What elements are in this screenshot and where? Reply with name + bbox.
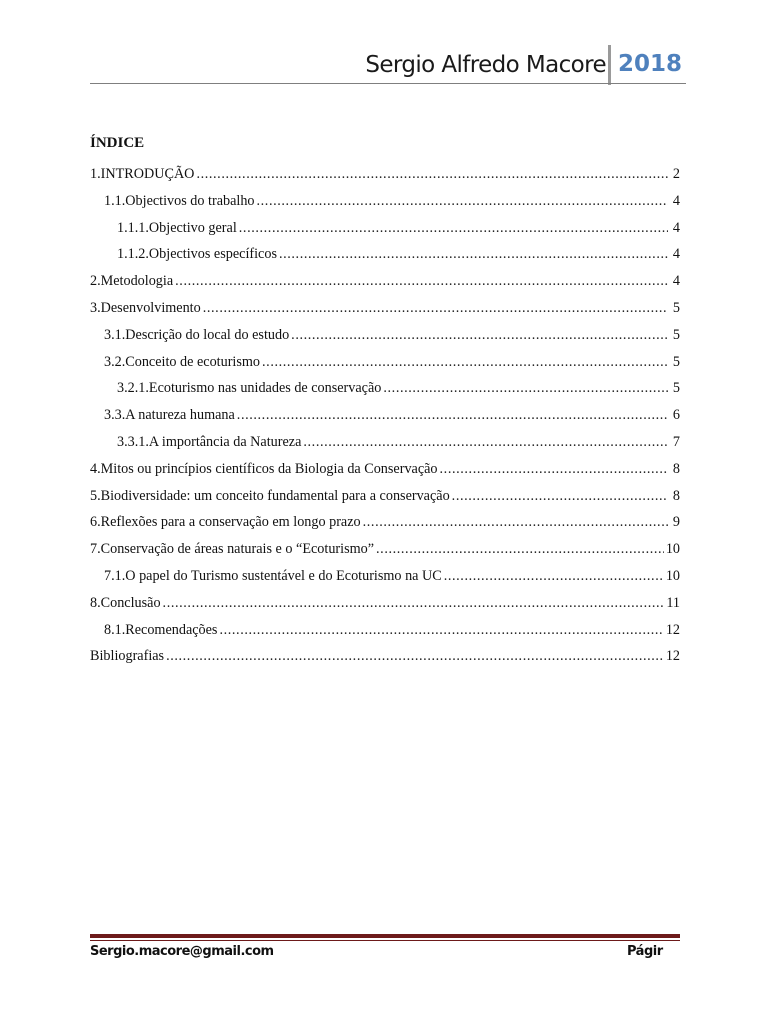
toc-dot-leader xyxy=(239,220,668,237)
toc-entry-label: 3.2.Conceito de ecoturismo xyxy=(104,353,261,370)
toc-entry-label: 3.1.Descrição do local do estudo xyxy=(104,326,290,343)
toc-dot-leader xyxy=(203,300,668,317)
toc-entry[interactable] xyxy=(90,300,680,327)
toc-entry-page: 9 xyxy=(672,514,680,531)
toc-entry-page: 4 xyxy=(672,192,680,209)
toc-entry[interactable] xyxy=(90,193,680,220)
toc-entry-label: 2.Metodologia xyxy=(90,273,174,290)
toc-entry-label: 3.3.1.A importância da Natureza xyxy=(117,433,302,450)
toc-entry-page: 11 xyxy=(666,594,680,611)
toc-dot-leader xyxy=(166,648,664,665)
toc-entry-page: 4 xyxy=(672,246,680,263)
toc-entry-page: 8 xyxy=(672,460,680,477)
toc-entry[interactable] xyxy=(90,434,680,461)
toc-dot-leader xyxy=(219,622,663,639)
toc-entry-label: 7.1.O papel do Turismo sustentável e do Ecoturismo na UC xyxy=(104,567,442,584)
toc-entry[interactable] xyxy=(90,407,680,434)
toc-entry-label: 1.1.2.Objectivos específicos xyxy=(117,246,277,263)
toc-entry-page: 12 xyxy=(665,648,680,665)
toc-entry[interactable] xyxy=(90,595,680,622)
toc-dot-leader xyxy=(175,273,668,290)
toc-entry-label: 1.1.1.Objectivo geral xyxy=(117,219,237,236)
toc-entry[interactable] xyxy=(90,354,680,381)
footer-page-label: Págir xyxy=(627,944,663,959)
page-header xyxy=(0,0,768,90)
toc-entry-page: 8 xyxy=(672,487,680,504)
toc-entry[interactable] xyxy=(90,273,680,300)
toc-entry-label: 3.2.1.Ecoturismo nas unidades de conservação xyxy=(117,380,382,397)
toc-entry-label: 6.Reflexões para a conservação em longo prazo xyxy=(90,514,361,531)
table-of-contents xyxy=(90,166,680,675)
toc-entry[interactable] xyxy=(90,380,680,407)
toc-entry-page: 10 xyxy=(665,541,680,558)
toc-entry[interactable] xyxy=(90,461,680,488)
toc-entry-label: 8.1.Recomendações xyxy=(104,621,218,638)
toc-dot-leader xyxy=(237,407,668,424)
toc-entry[interactable] xyxy=(90,488,680,515)
toc-entry[interactable] xyxy=(90,246,680,273)
toc-dot-leader xyxy=(303,434,668,451)
footer-email[interactable]: Sergio.macore@gmail.com xyxy=(90,944,274,959)
toc-dot-leader xyxy=(363,514,668,531)
toc-entry-label: Bibliografias xyxy=(90,648,165,665)
toc-entry-page: 6 xyxy=(672,407,680,424)
header-separator xyxy=(608,45,611,85)
toc-entry-label: 4.Mitos ou princípios científicos da Biologia da Conservação xyxy=(90,460,438,477)
toc-entry-label: 5.Biodiversidade: um conceito fundamental para a conservação xyxy=(90,487,450,504)
toc-entry-page: 5 xyxy=(672,299,680,316)
toc-dot-leader xyxy=(440,461,668,478)
toc-title: ÍNDICE xyxy=(90,135,145,151)
footer-rule xyxy=(90,934,680,941)
toc-entry-label: 3.Desenvolvimento xyxy=(90,299,201,316)
toc-entry[interactable] xyxy=(90,166,680,193)
toc-dot-leader xyxy=(257,193,668,210)
toc-dot-leader xyxy=(291,327,668,344)
toc-entry-label: 1.INTRODUÇÃO xyxy=(90,166,195,182)
toc-entry[interactable] xyxy=(90,327,680,354)
toc-entry[interactable] xyxy=(90,220,680,247)
toc-dot-leader xyxy=(279,246,668,263)
toc-entry-page: 7 xyxy=(672,433,680,450)
toc-dot-leader xyxy=(444,568,664,585)
toc-dot-leader xyxy=(452,488,668,505)
header-rule xyxy=(90,83,686,84)
toc-entry-page: 2 xyxy=(672,166,680,182)
toc-dot-leader xyxy=(163,595,665,612)
toc-entry-page: 4 xyxy=(672,273,680,290)
toc-entry-page: 4 xyxy=(672,219,680,236)
toc-entry[interactable] xyxy=(90,514,680,541)
toc-dot-leader xyxy=(196,166,668,183)
toc-dot-leader xyxy=(262,354,668,371)
toc-entry-page: 12 xyxy=(665,621,680,638)
toc-dot-leader xyxy=(376,541,664,558)
toc-dot-leader xyxy=(383,380,668,397)
header-year: 2018 xyxy=(618,51,683,77)
toc-entry-label: 3.3.A natureza humana xyxy=(104,407,235,424)
toc-entry-label: 8.Conclusão xyxy=(90,594,161,611)
toc-entry[interactable] xyxy=(90,622,680,649)
toc-entry-page: 5 xyxy=(672,380,680,397)
toc-entry-label: 1.1.Objectivos do trabalho xyxy=(104,192,255,209)
toc-entry-label: 7.Conservação de áreas naturais e o “Ecoturismo” xyxy=(90,541,375,558)
toc-entry[interactable] xyxy=(90,568,680,595)
toc-entry[interactable] xyxy=(90,648,680,675)
toc-entry-page: 5 xyxy=(672,353,680,370)
toc-entry-page: 10 xyxy=(665,567,680,584)
toc-entry-page: 5 xyxy=(672,326,680,343)
header-author: Sergio Alfredo Macore xyxy=(365,52,606,78)
toc-entry[interactable] xyxy=(90,541,680,568)
